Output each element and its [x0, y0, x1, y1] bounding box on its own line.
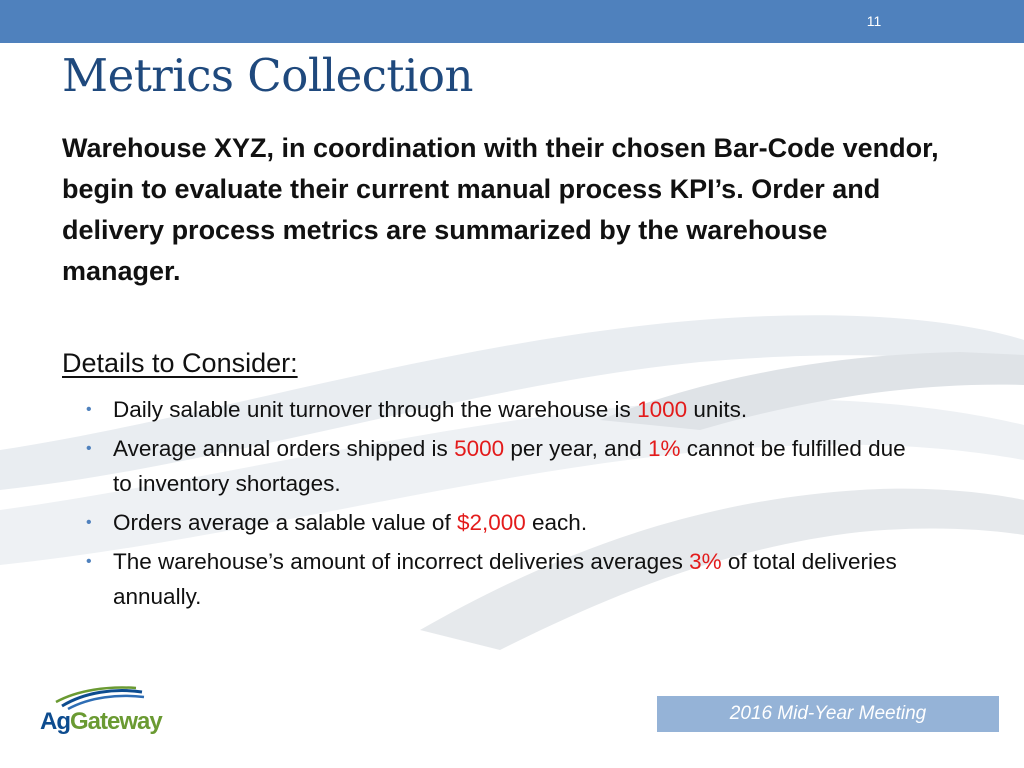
- highlight-value: 1%: [647, 436, 681, 461]
- list-item: • Average annual orders shipped is 5000 per year, and 1% cannot be fulfilled due to inventory shortages.: [86, 431, 916, 501]
- list-item: • Orders average a salable value of $2,000 each.: [86, 505, 916, 540]
- intro-paragraph: Warehouse XYZ, in coordination with their chosen Bar-Code vendor, begin to evaluate their current manual process KPI’s. Order and delivery process metrics are summarized by the warehouse manager.: [62, 133, 939, 286]
- details-heading: Details to Consider:: [62, 348, 298, 378]
- details-list: [86, 392, 916, 618]
- highlight-value: 3%: [689, 549, 722, 574]
- bullet-icon: •: [86, 401, 92, 418]
- bullet-icon: •: [86, 553, 92, 570]
- logo-wordmark: AgGateway: [40, 708, 162, 735]
- bullet-icon: •: [86, 440, 92, 457]
- bullet-icon: •: [86, 514, 92, 531]
- slide-title: Metrics Collection: [62, 49, 473, 102]
- aggateway-logo: [40, 686, 162, 742]
- highlight-value: 1000: [637, 397, 688, 422]
- meeting-badge: 2016 Mid-Year Meeting: [657, 696, 999, 732]
- list-item: • Daily salable unit turnover through the warehouse is 1000 units.: [86, 392, 916, 427]
- list-item: • The warehouse’s amount of incorrect deliveries averages 3% of total deliveries annually.: [86, 544, 916, 614]
- highlight-value: 5000: [454, 436, 505, 461]
- logo-waves-icon: [40, 686, 158, 710]
- slide-number: 11: [866, 13, 882, 29]
- highlight-value: $2,000: [456, 510, 526, 535]
